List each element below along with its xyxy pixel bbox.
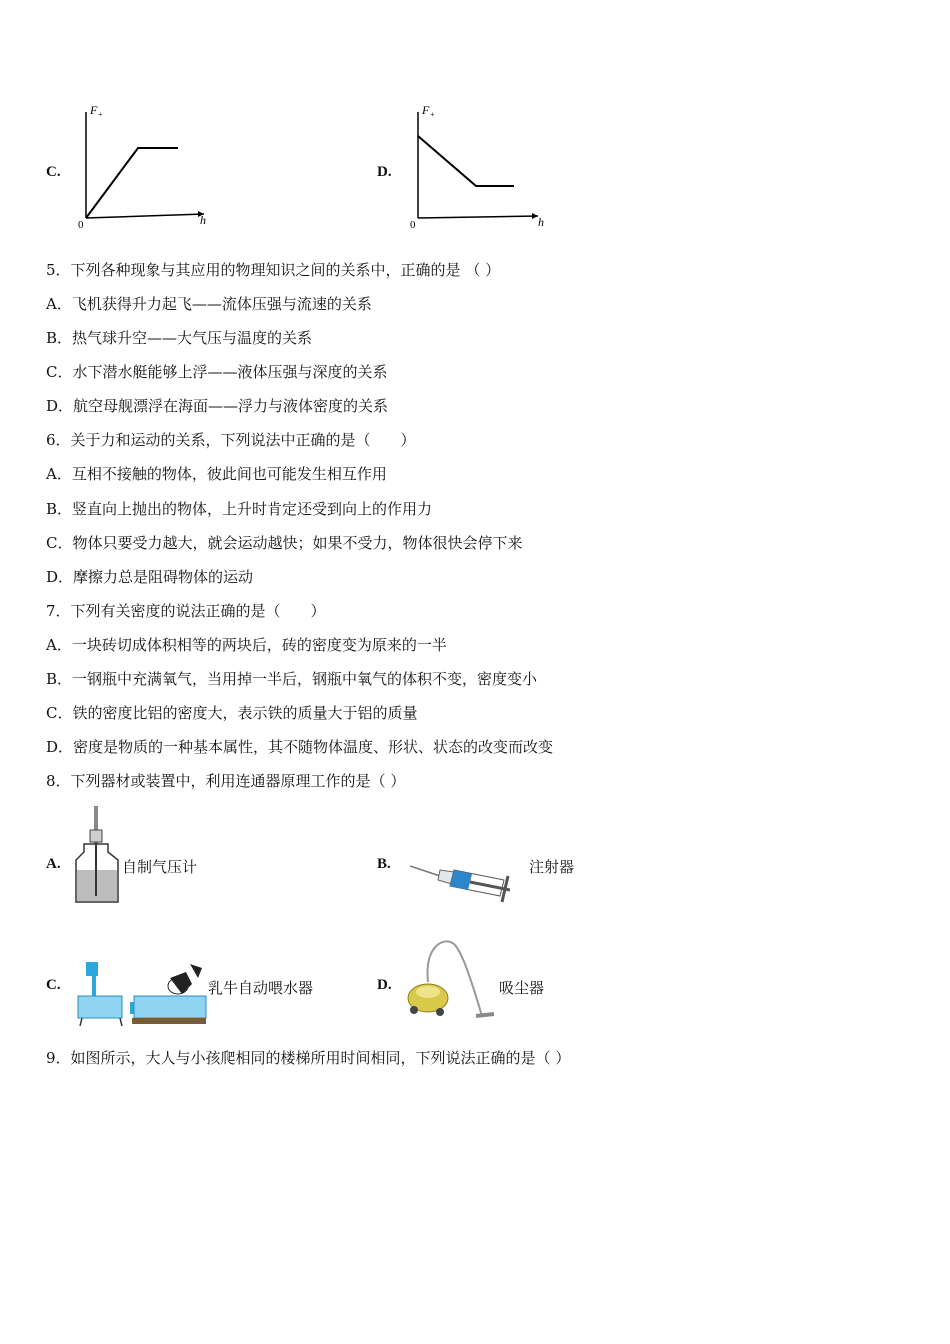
graph-d-y-label: F	[422, 103, 430, 117]
cow-ear	[190, 964, 202, 978]
q8-option-c-letter: C.	[46, 977, 61, 993]
x-axis	[86, 214, 204, 218]
q6-stem: 6．关于力和运动的关系，下列说法中正确的是（ ）	[46, 431, 416, 449]
q8-option-b-caption: 注射器	[529, 858, 575, 876]
wheel	[410, 1006, 418, 1014]
q6-option-a: A．互相不接触的物体，彼此间也可能发生相互作用	[46, 465, 387, 483]
nozzle	[476, 1014, 494, 1016]
option-d-letter: D.	[377, 164, 392, 180]
graph-c-origin: 0	[78, 219, 84, 231]
graph-c	[72, 100, 222, 232]
q5-option-a: A．飞机获得升力起飞——流体压强与流速的关系	[46, 295, 372, 313]
q6-option-d: D．摩擦力总是阻碍物体的运动	[46, 568, 254, 586]
vacuum-illustration	[404, 936, 496, 1022]
syringe-illustration	[410, 850, 522, 904]
q6-option-b: B．竖直向上抛出的物体，上升时肯定还受到向上的作用力	[46, 500, 433, 518]
q9-stem: 9．如图所示，大人与小孩爬相同的楼梯所用时间相同，下列说法正确的是（ ）	[46, 1049, 571, 1067]
graph-d-y-sub: +	[430, 110, 435, 119]
q5-option-d: D．航空母舰漂浮在海面——浮力与液体密度的关系	[46, 397, 389, 415]
vacuum-top	[416, 986, 440, 998]
stopper	[90, 830, 102, 842]
left-tank	[78, 996, 122, 1018]
x-axis	[418, 216, 538, 218]
q7-option-a: A．一块砖切成体积相等的两块后，砖的密度变为原来的一半	[46, 636, 447, 654]
wheel	[436, 1008, 444, 1016]
q8-option-d-letter: D.	[377, 977, 392, 993]
q7-option-c: C．铁的密度比铝的密度大，表示铁的质量大于铝的质量	[46, 704, 418, 722]
q8-stem: 8．下列器材或装置中，利用连通器原理工作的是（ ）	[46, 772, 406, 790]
graph-d-x-label: h	[538, 215, 544, 229]
graph-c-y-sub: +	[98, 110, 103, 119]
q8-option-a-letter: A.	[46, 856, 61, 872]
q8-option-b-letter: B.	[377, 856, 391, 872]
q7-option-d: D．密度是物质的一种基本属性，其不随物体温度、形状、状态的改变而改变	[46, 738, 554, 756]
q8-option-c-caption: 乳牛自动喂水器	[208, 979, 314, 997]
graph-c-y-label: F	[90, 103, 98, 117]
q8-option-a-caption: 自制气压计	[122, 858, 198, 876]
option-c-letter: C.	[46, 164, 61, 180]
cow-feeder-illustration	[74, 952, 208, 1026]
ground	[132, 1018, 206, 1024]
q8-option-d-caption: 吸尘器	[499, 979, 545, 997]
q6-option-c: C．物体只要受力越大，就会运动越快；如果不受力，物体很快会停下来	[46, 534, 523, 552]
leg	[80, 1018, 82, 1026]
right-trough	[134, 996, 206, 1018]
graph-c-line	[86, 148, 178, 218]
q7-option-b: B．一钢瓶中充满氧气，当用掉一半后，钢瓶中氧气的体积不变，密度变小	[46, 670, 538, 688]
q7-stem: 7．下列有关密度的说法正确的是（ ）	[46, 602, 326, 620]
q5-option-c: C．水下潜水艇能够上浮——液体压强与深度的关系	[46, 363, 388, 381]
leg	[120, 1018, 122, 1026]
inlet	[86, 962, 98, 976]
graph-c-x-label: h	[200, 213, 206, 227]
q5-stem: 5．下列各种现象与其应用的物理知识之间的关系中，正确的是 （ ）	[46, 261, 501, 279]
graph-d-line	[418, 136, 514, 186]
needle	[410, 866, 440, 876]
graph-d-origin: 0	[410, 219, 416, 231]
q5-option-b: B．热气球升空——大气压与温度的关系	[46, 329, 313, 347]
graph-d	[404, 100, 554, 232]
barometer-illustration	[72, 804, 124, 906]
